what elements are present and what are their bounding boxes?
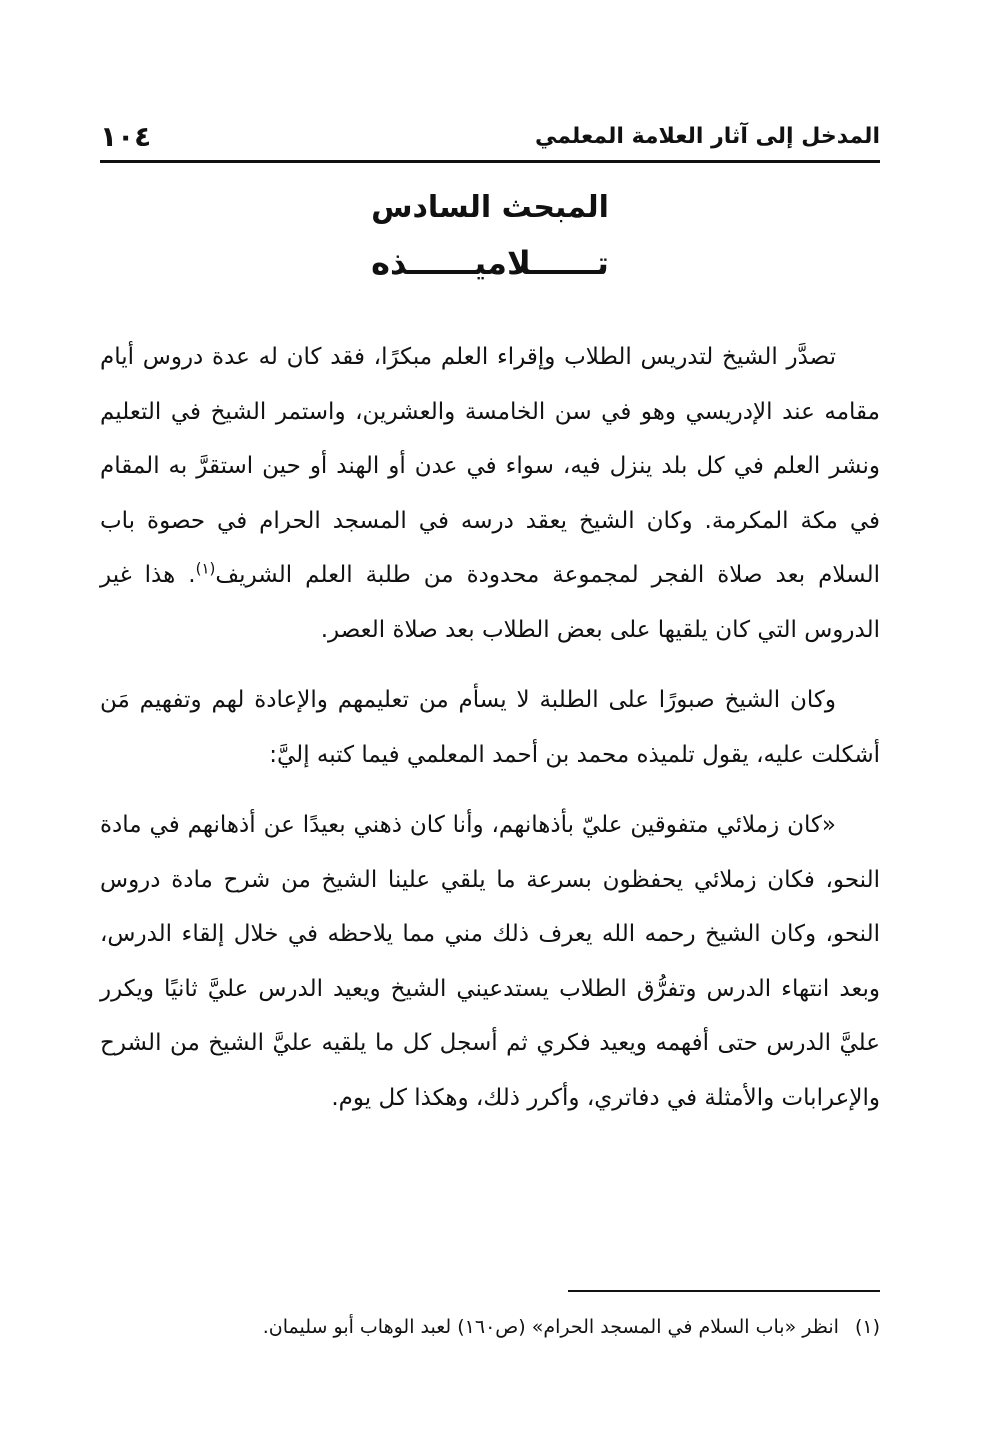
- page-number: ١٠٤: [100, 120, 152, 153]
- running-header-title: المدخل إلى آثار العلامة المعلمي: [534, 124, 880, 149]
- footnote-divider: [568, 1290, 880, 1292]
- paragraph-2-text: وكان الشيخ صبورًا على الطلبة لا يسأم من تعليمهم والإعادة لهم وتفهيم مَن أشكلت عليه، يقول تلميذه محمد بن أحمد المعلمي فيما كتبه إليَّ:: [100, 687, 880, 768]
- section-subtitle: تــــــلاميــــــذه: [371, 244, 609, 282]
- footnote: [120, 1312, 880, 1342]
- paragraph-1-text-after: . هذا غير الدروس التي كان يلقيها على بعض الطلاب بعد صلاة العصر.: [100, 562, 880, 643]
- footnote-number: (١): [854, 1316, 880, 1338]
- paragraph-2: [100, 673, 880, 782]
- paragraph-3-text: «كان زملائي متفوقين عليّ بأذهانهم، وأنا كان ذهني بعيدًا عن أذهانهم في مادة النحو، فكان زملائي يحفظون بسرعة ما يلقي علينا الشيخ من شرح مادة دروس النحو، وكان الشيخ رحمه الله يعرف ذلك مني مما يلاحظه في خلال إلقاء الدرس، وبعد انتهاء الدرس وتفرُّق الطلاب يستدعيني الشيخ ويعيد الدرس عليَّ ثانيًا ويكرر عليَّ الدرس حتى أفهمه ويعيد فكري ثم أسجل كل ما يلقيه عليَّ الشيخ من الشرح والإعرابات والأمثلة في دفاتري، وأكرر ذلك، وهكذا كل يوم.: [100, 812, 880, 1111]
- section-title: المبحث السادس: [371, 190, 609, 225]
- paragraph-1: [100, 330, 880, 657]
- footnote-text: انظر «باب السلام في المسجد الحرام» (ص١٦٠) لعبد الوهاب أبو سليمان.: [262, 1316, 839, 1338]
- paragraph-3-quote: [100, 798, 880, 1125]
- paragraph-1-text: تصدَّر الشيخ لتدريس الطلاب وإقراء العلم مبكرًا، فقد كان له عدة دروس أيام مقامه عند الإدريسي وهو في سن الخامسة والعشرين، واستمر الشيخ في التعليم ونشر العلم في كل بلد ينزل فيه، سواء في عدن أو الهند أو حين استقرَّ به المقام في مكة المكرمة. وكان الشيخ يعقد درسه في المسجد الحرام في حصوة باب السلام بعد صلاة الفجر لمجموعة محدودة من طلبة العلم الشريف: [100, 344, 880, 588]
- footnote-reference: (١): [195, 559, 216, 578]
- running-header: [100, 120, 880, 163]
- body-text: [100, 330, 880, 1125]
